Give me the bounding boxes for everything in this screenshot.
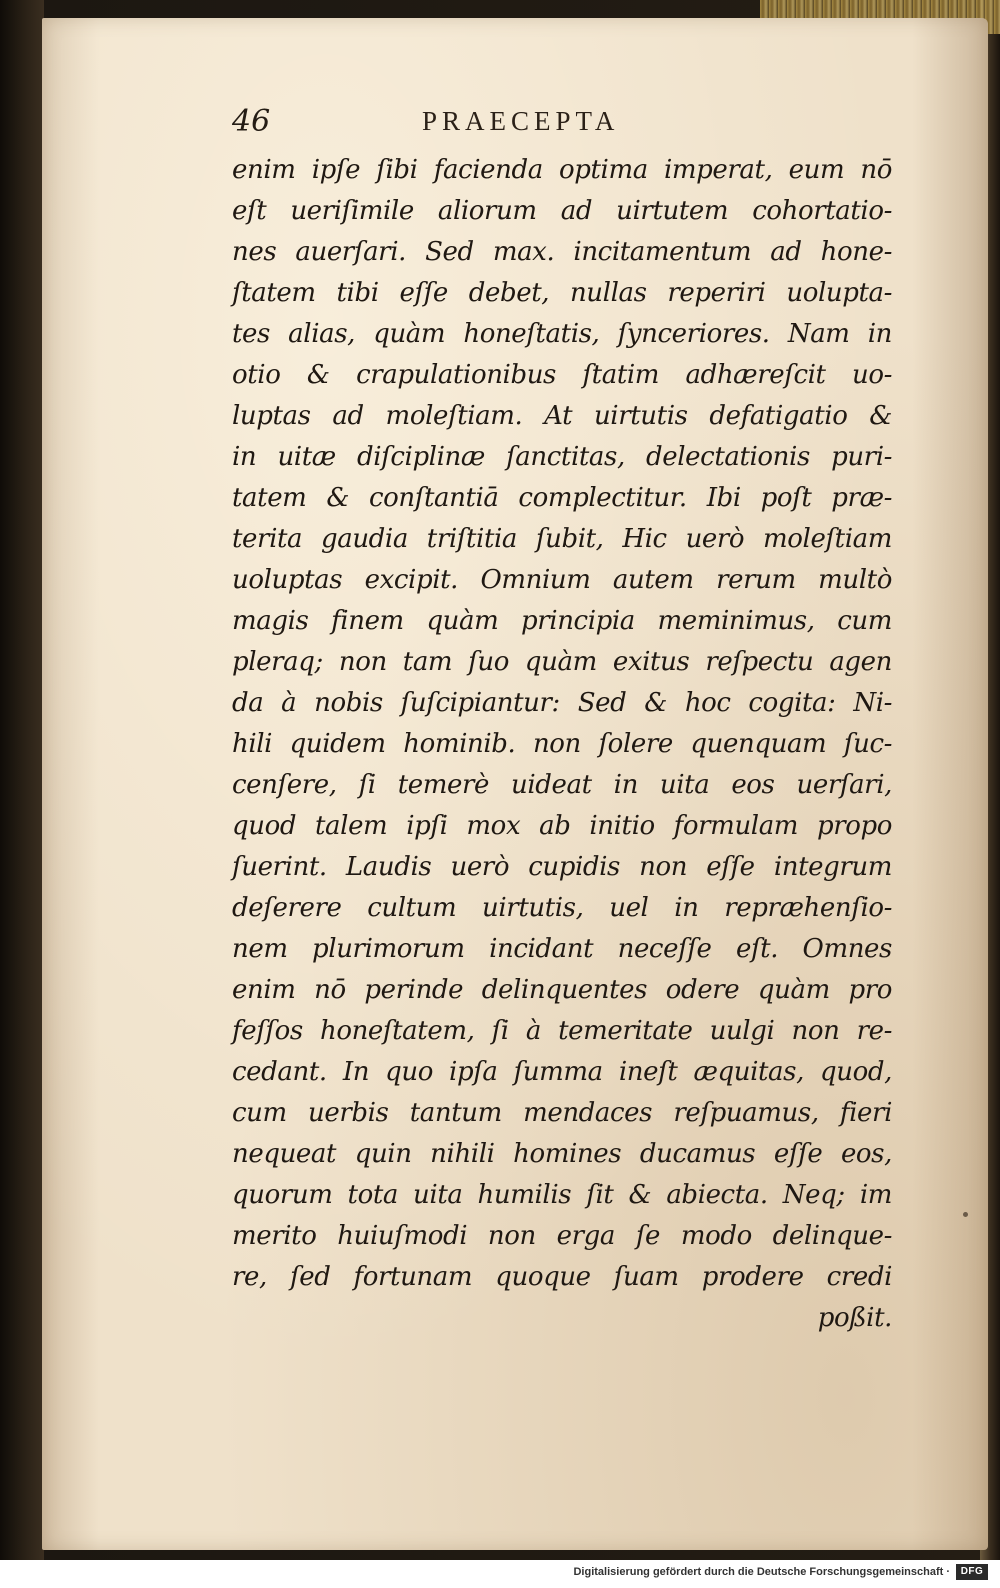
text-line: enim nō perinde delinquentes odere quàm pro — [232, 975, 892, 1005]
catchword-last-line: poßit. — [817, 1303, 892, 1333]
text-line: magis finem quàm principia meminimus, cum — [232, 606, 892, 636]
text-line: da à nobis ſuſcipiantur: Sed & hoc cogita: Ni- — [232, 688, 892, 718]
text-line: eſt ueriſimile aliorum ad uirtutem cohortatio- — [232, 196, 892, 226]
book-spine-shadow — [0, 0, 44, 1560]
text-line: tes alias, quàm honeſtatis, ſynceriores. Nam in — [232, 319, 892, 349]
text-line: ſuerint. Laudis uerò cupidis non eſſe integrum — [232, 852, 892, 882]
text-line: cenſere, ſi temerè uideat in uita eos uerſari, — [232, 770, 892, 800]
text-line: quod talem ipſi mox ab initio formulam propo — [232, 811, 892, 841]
text-line: hili quidem hominib. non ſolere quenquam ſuc- — [232, 729, 892, 759]
text-line: luptas ad moleſtiam. At uirtutis defatigatio & — [232, 401, 892, 431]
text-line: re, ſed fortunam quoque ſuam prodere credi — [232, 1262, 892, 1292]
text-line: quorum tota uita humilis ſit & abiecta. Neq; im — [232, 1180, 892, 1210]
text-line: cedant. In quo ipſa ſumma ineſt æquitas, quod, — [232, 1057, 892, 1087]
text-line: terita gaudia triſtitia ſubit, Hic uerò moleſtiam — [232, 524, 892, 554]
body-text — [232, 150, 892, 1339]
text-line: nes auerſari. Sed max. incitamentum ad hone- — [232, 237, 892, 267]
text-line: nem plurimorum incidant neceſſe eſt. Omnes — [232, 934, 892, 964]
text-line: cum uerbis tantum mendaces reſpuamus, fieri — [232, 1098, 892, 1128]
text-line: otio & crapulationibus ſtatim adhæreſcit uo- — [232, 360, 892, 390]
page-number: 46 — [232, 104, 271, 139]
text-line: ſtatem tibi eſſe debet, nullas reperiri uolupta- — [232, 278, 892, 308]
text-line: deſerere cultum uirtutis, uel in repræhenſio- — [232, 893, 892, 923]
running-head: PRAECEPTA — [422, 106, 620, 136]
text-line: pleraq; non tam ſuo quàm exitus reſpectu agen — [232, 647, 892, 677]
text-line: enim ipſe ſibi facienda optima imperat, eum nō — [232, 155, 892, 185]
text-line: nequeat quin nihili homines ducamus eſſe eos, — [232, 1139, 892, 1169]
text-line: in uitæ diſciplinæ ſanctitas, delectationis puri- — [232, 442, 892, 472]
text-line: uoluptas excipit. Omnium autem rerum multò — [232, 565, 892, 595]
text-line: tatem & conſtantiā complectitur. Ibi poſt præ- — [232, 483, 892, 513]
ink-speck — [963, 1212, 968, 1217]
text-line: feſſos honeſtatem, ſi à temeritate uulgi non re- — [232, 1016, 892, 1046]
page-header — [232, 104, 732, 144]
funding-credit: Digitalisierung gefördert durch die Deutsche Forschungsgemeinschaft · — [573, 1566, 950, 1578]
dfg-logo: DFG — [956, 1564, 988, 1580]
text-line: merito huiuſmodi non erga ſe modo delinque- — [232, 1221, 892, 1251]
